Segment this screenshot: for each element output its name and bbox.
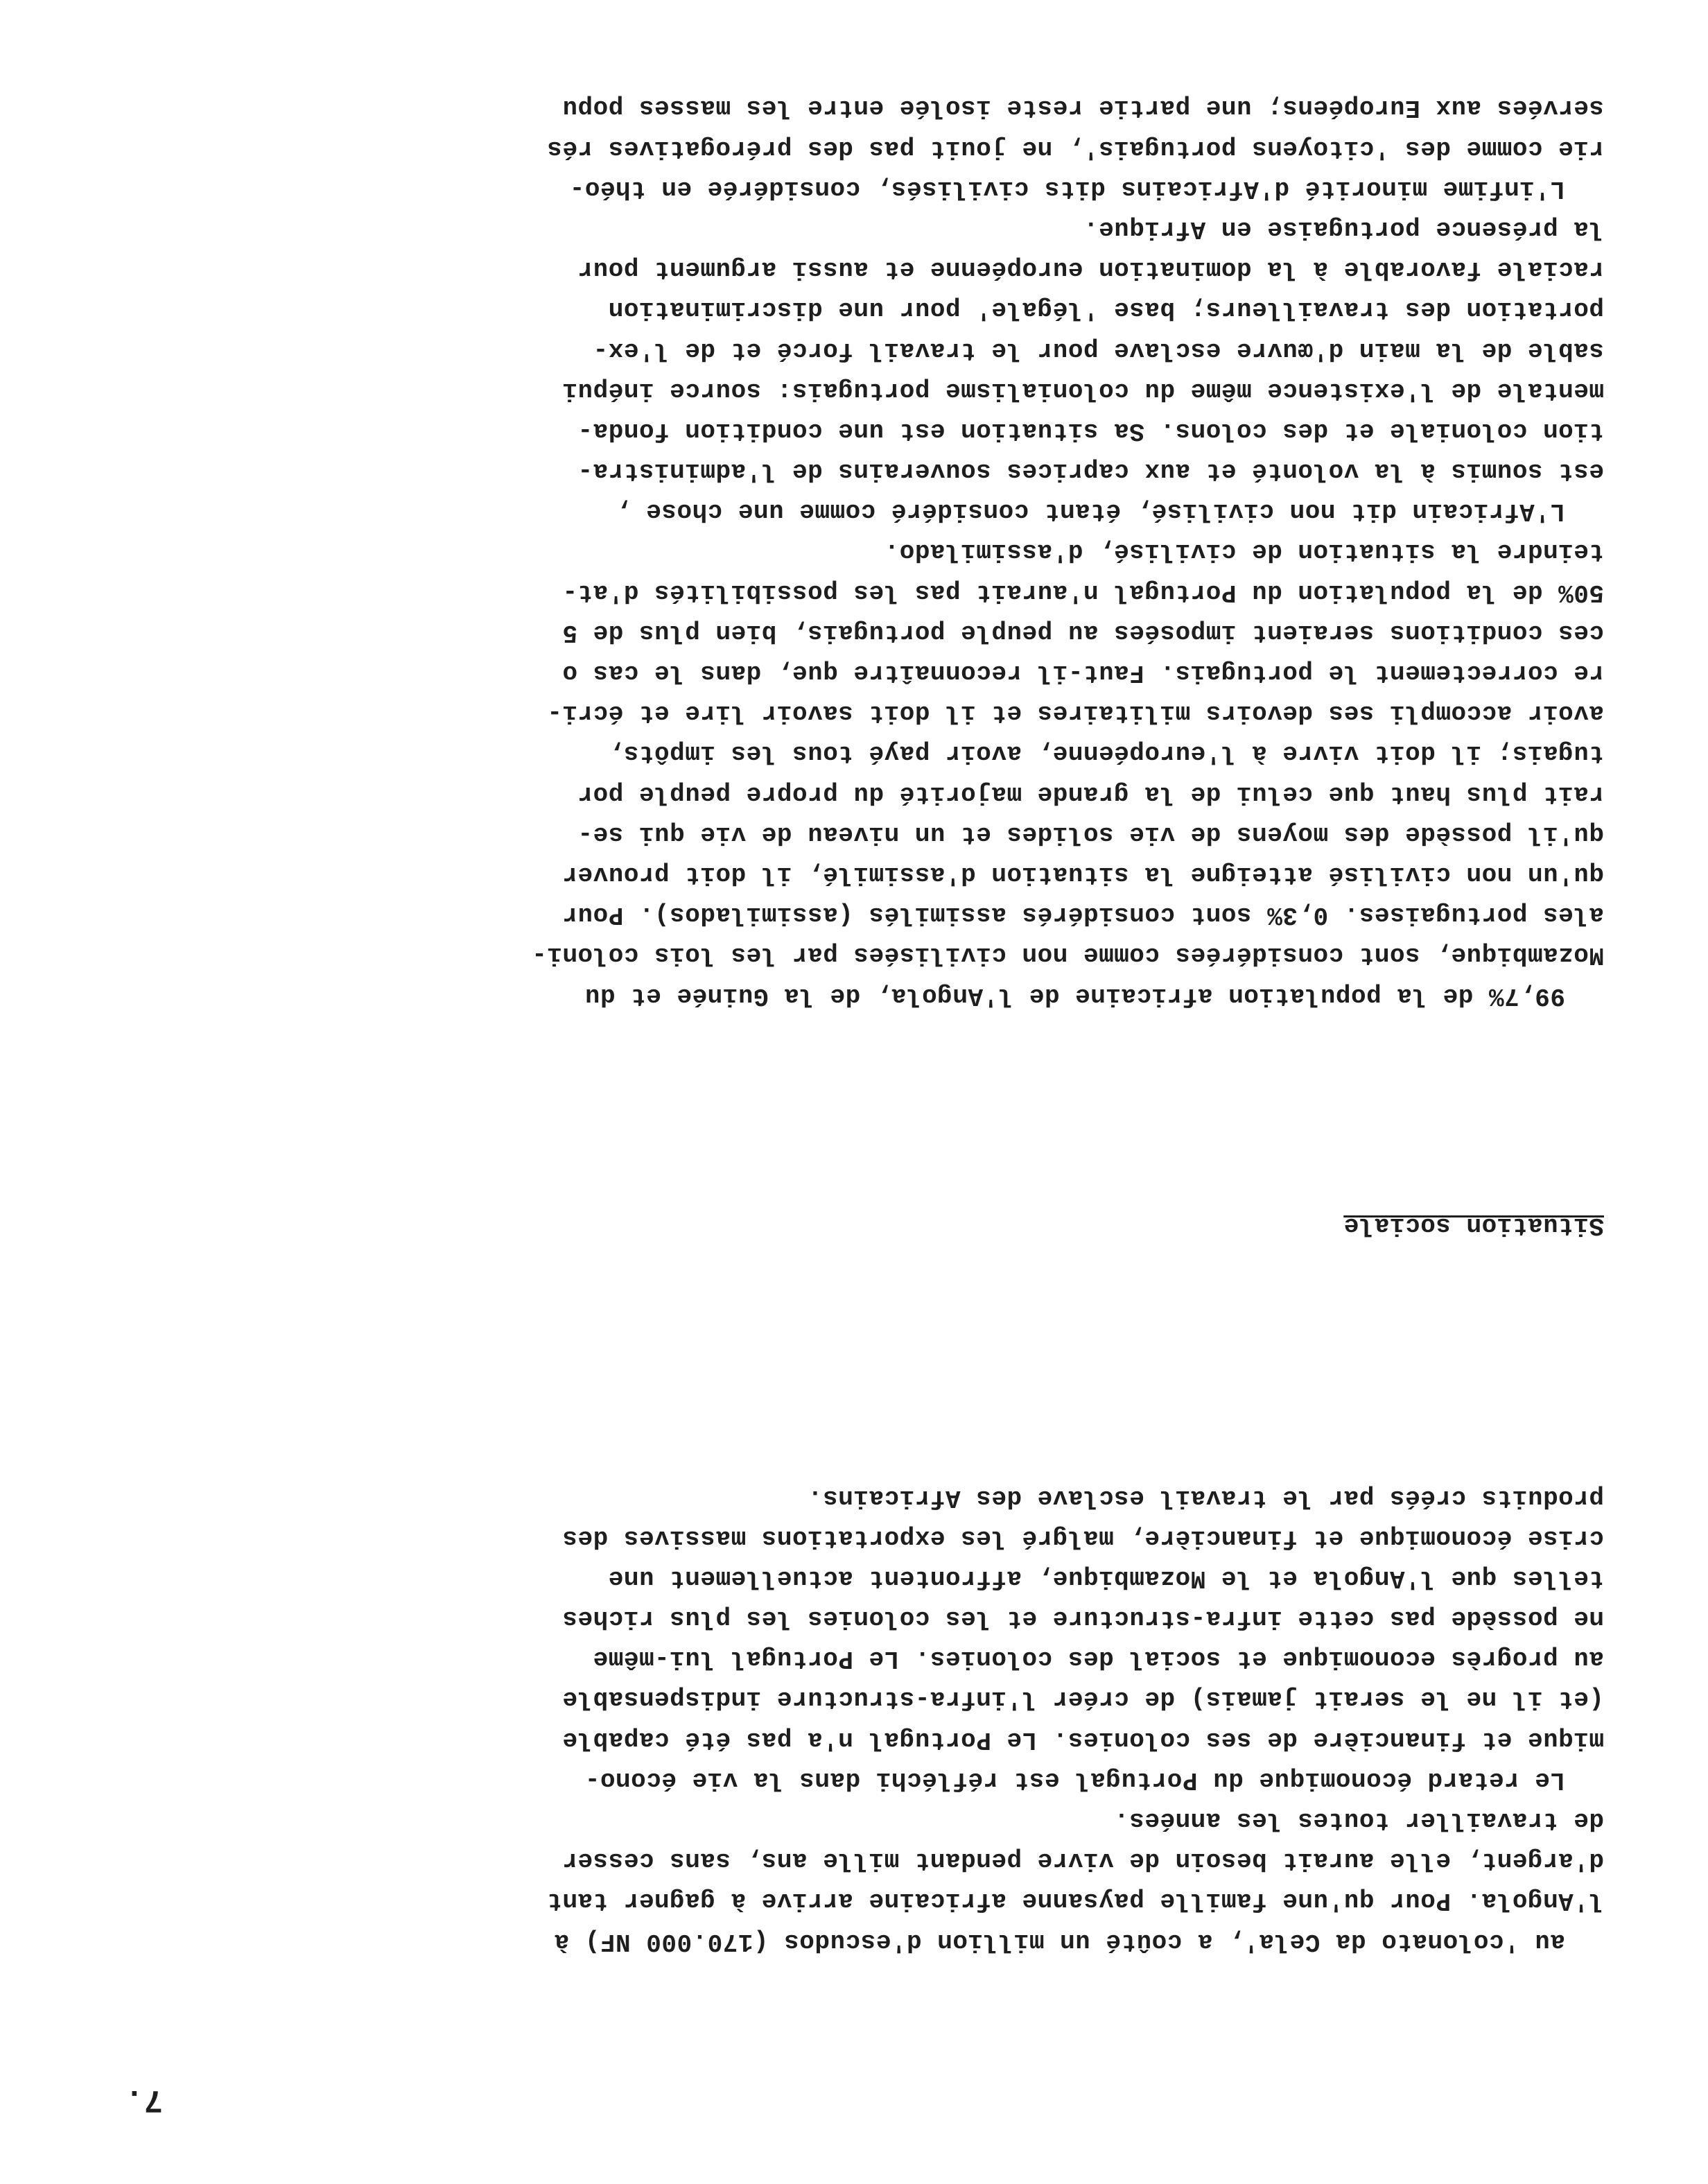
text-line: sable de la main d'œuvre esclave pour le travail forcé et de l'ex-	[593, 336, 1604, 365]
text-line: la présence portugaise en Afrique.	[1083, 214, 1604, 243]
text-line: tugais; il doit vivre à l'européenne, avoir payé tous les impôts,	[608, 739, 1604, 768]
text-line: de travailler toutes les années.	[1113, 1806, 1604, 1835]
text-line: ne possède pas cette infra-structure et les colonies les plus riches	[561, 1604, 1604, 1633]
section-gap	[93, 1333, 1604, 1396]
paragraph-block-economy	[93, 1477, 1604, 1961]
text-line: 50% de la population du Portugal n'aurait pas les possibilités d'at-	[561, 578, 1604, 607]
text-line: mique et financière de ses colonies. Le Portugal n'a pas été capable	[561, 1725, 1604, 1754]
text-line: produits créés par le travail esclave des Africains.	[807, 1483, 1604, 1512]
text-line: tion coloniale et des colons. Sa situation est une condition fonda-	[577, 416, 1604, 445]
text-line: telles que l'Angola et le Mozambique, affrontent actuellement une	[608, 1563, 1604, 1593]
text-line: ales portugaises. 0,3% sont considérés assimilés (assimilados). Pour	[561, 901, 1604, 930]
text-line: d'argent, elle aurait besoin de vivre pendant mille ans, sans cesser	[561, 1846, 1604, 1875]
text-line: portation des travailleurs; base 'légale' pour une discrimination	[608, 295, 1604, 324]
text-line: l'Angola. Pour qu'une famille paysanne africaine arrive à gagner tant	[546, 1887, 1604, 1916]
text-line: qu'un non civilisé atteigne la situation d'assimilé, il doit prouver	[561, 860, 1604, 889]
text-line: mentale de l'existence même du colonialisme portugais: source inépui	[561, 376, 1604, 405]
text-line: teindre la situation de civilisé, d'assimilado.	[884, 537, 1604, 566]
page-number: 7.	[125, 2081, 164, 2117]
paragraph-block-social	[93, 87, 1604, 1015]
text-line: qu'il possède des moyens de vie solides et un niveau de vie qui se-	[577, 820, 1604, 849]
text-line: servées aux Européens; une partie reste isolée entre les masses popu	[561, 94, 1604, 123]
body-text	[93, 7, 1604, 2042]
text-line: rait plus haut que celui de la grande majorité du propre peuple por	[577, 779, 1604, 808]
text-line: 99,7% de la population africaine de l'Angola, de la Guinée et du	[584, 981, 1565, 1010]
text-line: L'infime minorité d'Africains dits civilisés, considérée en théo-	[569, 174, 1565, 203]
text-line: raciale favorable à la domination européenne et aussi argument pour	[577, 255, 1604, 284]
section-heading: Situation sociale	[1343, 1211, 1604, 1240]
text-line: (et il ne le serait jamais) de créer l'infra-structure indispensable	[561, 1685, 1604, 1714]
text-line: crise économique et financière, malgré les exportations massives des	[561, 1523, 1604, 1552]
text-line: Mozambique, sont considérées comme non civilisées par les lois coloni-	[531, 941, 1604, 970]
text-line: avoir accompli ses devoirs militaires et il doit savoir lire et écri-	[546, 699, 1604, 728]
text-line: L'Africain dit non civilisé, étant considéré comme une chose ,	[615, 497, 1565, 526]
text-line: au 'colonato da Cela', a coûté un million d'escudos (170.000 NF) à	[554, 1927, 1565, 1956]
heading-gap	[93, 1096, 1604, 1124]
text-line: au progrès economique et social des colonies. Le Portugal lui-même	[593, 1645, 1604, 1674]
text-line: Le retard économique du Portugal est réfléchi dans la vie écono-	[584, 1765, 1565, 1794]
text-line: rie comme des 'citoyens portugais', ne jouit pas des prérogatives rés	[546, 134, 1604, 163]
text-line: est soumis à la volonté et aux caprices souverains de l'administra-	[577, 457, 1604, 486]
text-line: ces conditions seraient imposées au peuple portugais, bien plus de 5	[561, 618, 1604, 647]
text-line: re correctement le portugais. Faut-il reconnaître que, dans le cas o	[561, 659, 1604, 688]
